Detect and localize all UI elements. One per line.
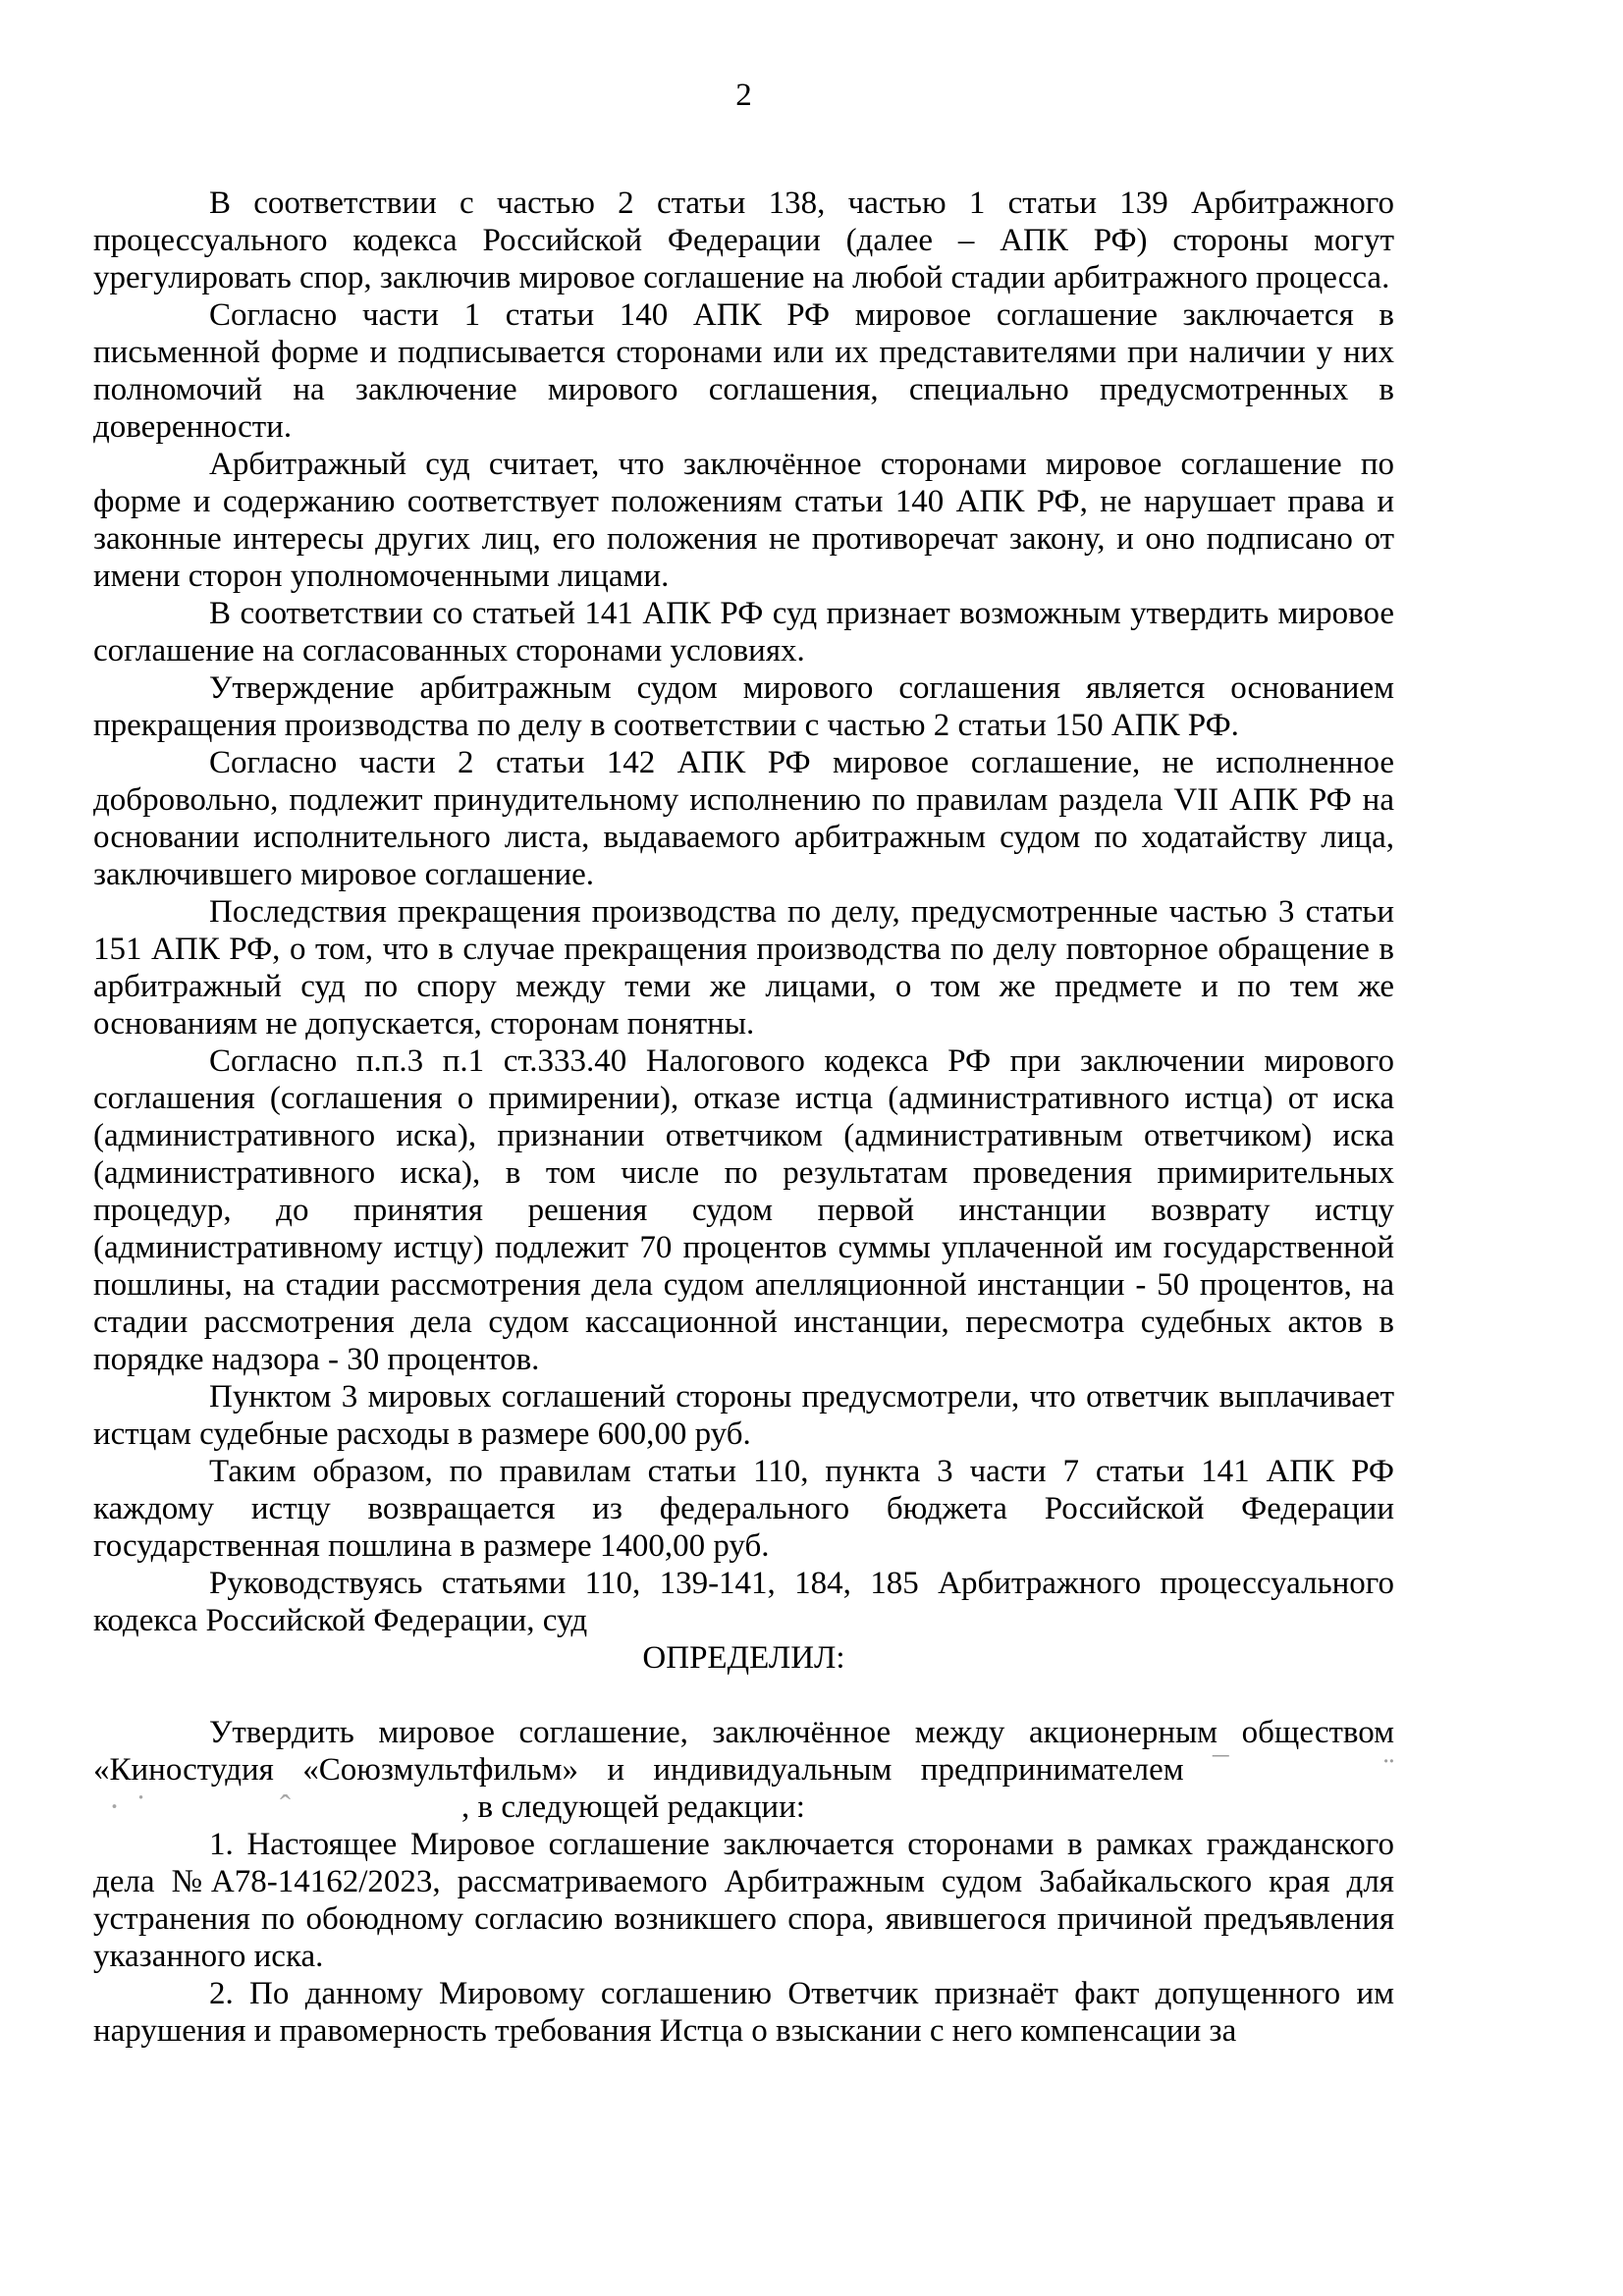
- numbered-paragraph-1: 1. Настоящее Мировое соглашение заключается сторонами в рамках гражданского дела №А78-14162/2023, рассматриваемого Арбитражным судом Забайкальского края для устранения по обоюдному согласию возникшего спора, явившегося причиной предъявления указанного иска.: [93, 1827, 1394, 1974]
- operative-line-2: [93, 1751, 1394, 1789]
- paragraph-7: Последствия прекращения производства по делу, предусмотренные частью 3 статьи 151 АПК РФ, о том, что в случае прекращения производства по делу повторное обращение в арбитражный суд по спору между теми же лицами, о том же предмете и по тем же основаниям не допускается, сторонам понятны.: [93, 894, 1394, 1041]
- page-content: [93, 185, 1394, 2050]
- redaction-mark: ¨: [1383, 1752, 1394, 1788]
- operative-paragraph-with-redaction: [93, 1714, 1394, 1826]
- numbered-paragraph-2: 2. По данному Мировому соглашению Ответчик признаёт факт допущенного им нарушения и правомерность требования Истца о взыскании с него компенсации за: [93, 1976, 1394, 2049]
- paragraph-5: Утверждение арбитражным судом мирового соглашения является основанием прекращения производства по делу в соответствии с частью 2 статьи 150 АПК РФ.: [93, 670, 1394, 743]
- operative-line-2-text: «Киностудия «Союзмультфильм» и индивидуальным предпринимателем: [93, 1752, 1184, 1788]
- operative-line-1: Утвердить мировое соглашение, заключённое между акционерным обществом: [209, 1715, 1394, 1750]
- paragraph-6: Согласно части 2 статьи 142 АПК РФ мировое соглашение, не исполненное добровольно, подлежит принудительному исполнению по правилам раздела VII АПК РФ на основании исполнительного листа, выдаваемого арбитражным судом по ходатайству лица, заключившего мировое соглашение.: [93, 745, 1394, 892]
- redaction-mark: ·˙: [109, 1789, 162, 1825]
- redaction-mark: ¯: [1213, 1752, 1229, 1788]
- page-number: 2: [735, 78, 752, 113]
- resolution-heading: ОПРЕДЕЛИЛ:: [642, 1640, 845, 1676]
- paragraph-1: В соответствии с частью 2 статьи 138, частью 1 статьи 139 Арбитражного процессуального кодекса Российской Федерации (далее – АПК РФ) стороны могут урегулировать спор, заключив мировое соглашение на любой стадии арбитражного процесса.: [93, 186, 1394, 295]
- redaction-artifact-icon: [93, 1789, 461, 1826]
- paragraph-2: Согласно части 1 статьи 140 АПК РФ мировое соглашение заключается в письменной форме и подписывается сторонами или их представителями при наличии у них полномочий на заключение мирового соглашения, специально предусмотренных в доверенности.: [93, 297, 1394, 445]
- paragraph-8: Согласно п.п.3 п.1 ст.333.40 Налогового кодекса РФ при заключении мирового соглашения (соглашения о примирении), отказе истца (административного истца) от иска (административного иска), признании ответчиком (административным ответчиком) иска (административного иска), в том числе по результатам проведения примирительных процедур, до принятия решения судом первой инстанции возврату истцу (административному истцу) подлежит 70 процентов суммы уплаченной им государственной пошлины, на стадии рассмотрения дела судом апелляционной инстанции - 50 процентов, на стадии рассмотрения дела судом кассационной инстанции, пересмотра судебных актов в порядке надзора - 30 процентов.: [93, 1043, 1394, 1377]
- paragraph-11: Руководствуясь статьями 110, 139-141, 184, 185 Арбитражного процессуального кодекса Российской Федерации, суд: [93, 1566, 1394, 1638]
- paragraph-3: Арбитражный суд считает, что заключённое сторонами мировое соглашение по форме и содержанию соответствует положениям статьи 140 АПК РФ, не нарушает права и законные интересы других лиц, его положения не противоречат закону, и оно подписано от имени сторон уполномоченными лицами.: [93, 447, 1394, 594]
- redaction-artifact-icon: [1213, 1751, 1394, 1789]
- paragraph-10: Таким образом, по правилам статьи 110, пункта 3 части 7 статьи 141 АПК РФ каждому истцу возвращается из федерального бюджета Российской Федерации государственная пошлина в размере 1400,00 руб.: [93, 1454, 1394, 1564]
- operative-line-3: [93, 1789, 1394, 1826]
- paragraph-4: В соответствии со статьей 141 АПК РФ суд признает возможным утвердить мировое соглашение на согласованных сторонами условиях.: [93, 596, 1394, 668]
- operative-line-3-text: , в следующей редакции:: [461, 1789, 805, 1825]
- paragraph-9: Пунктом 3 мировых соглашений стороны предусмотрели, что ответчик выплачивает истцам судебные расходы в размере 600,00 руб.: [93, 1379, 1394, 1452]
- redaction-mark: ˆ: [279, 1789, 291, 1825]
